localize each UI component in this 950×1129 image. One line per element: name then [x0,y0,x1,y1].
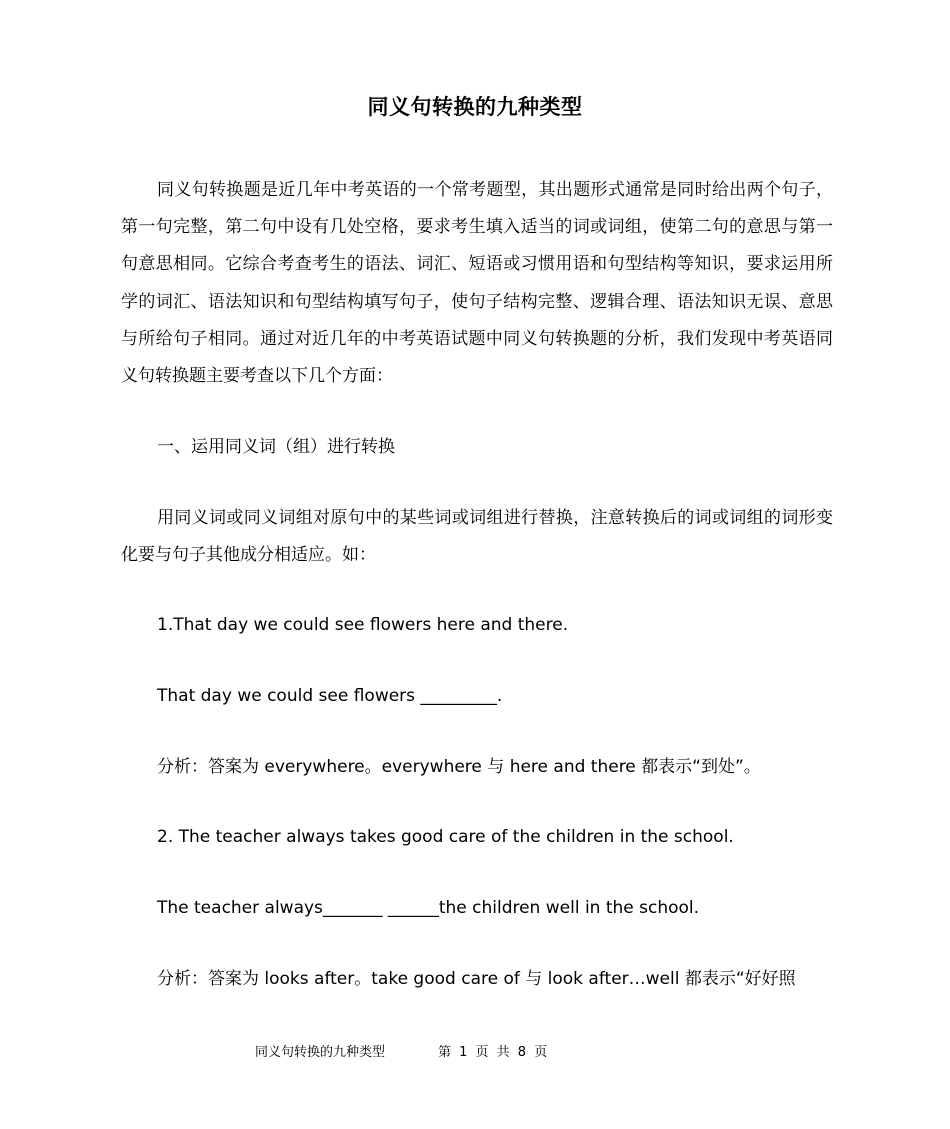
footer-page-number: 第 1 页 共 8 页 [438,1045,548,1060]
page-title: 同义句转换的九种类型 [367,95,583,119]
footer-title: 同义句转换的九种类型 [255,1045,386,1060]
intro-paragraph: 同义句转换题是近几年中考英语的一个常考题型，其出题形式通常是同时给出两个句子，第一句完整，第二句中设有几处空格，要求考生填入适当的词或词组，使第二句的意思与第一句意思相同。它综合考查考生的语法、词汇、短语或习惯用语和句型结构等知识，要求运用所学的词汇、语法知识和句型结构填写句子，使句子结构完整、逻辑合理、语法知识无误、意思与所给句子相同。通过对近几年的中考英语试题中同义句转换题的分析，我们发现中考英语同义句转换题主要考查以下几个方面： [121,180,833,387]
section-heading: 一、运用同义词（组）进行转换 [157,437,395,457]
example-1-blank: That day we could see flowers _________. [157,686,503,706]
example-2-blank: The teacher always_______ ______the children well in the school. [157,898,700,918]
example-2-question: 2. The teacher always takes good care of the children in the school. [157,827,734,847]
example-1-analysis: 分析：答案为 everywhere。everywhere 与 here and there 都表示“到处”。 [157,757,761,777]
example-2-analysis: 分析：答案为 looks after。take good care of 与 look after…well 都表示“好好照 [157,969,796,989]
example-1-question: 1.That day we could see flowers here and there. [157,615,569,635]
section-description: 用同义词或同义词组对原句中的某些词或词组进行替换，注意转换后的词或词组的词形变化要与句子其他成分相适应。如： [121,508,833,566]
